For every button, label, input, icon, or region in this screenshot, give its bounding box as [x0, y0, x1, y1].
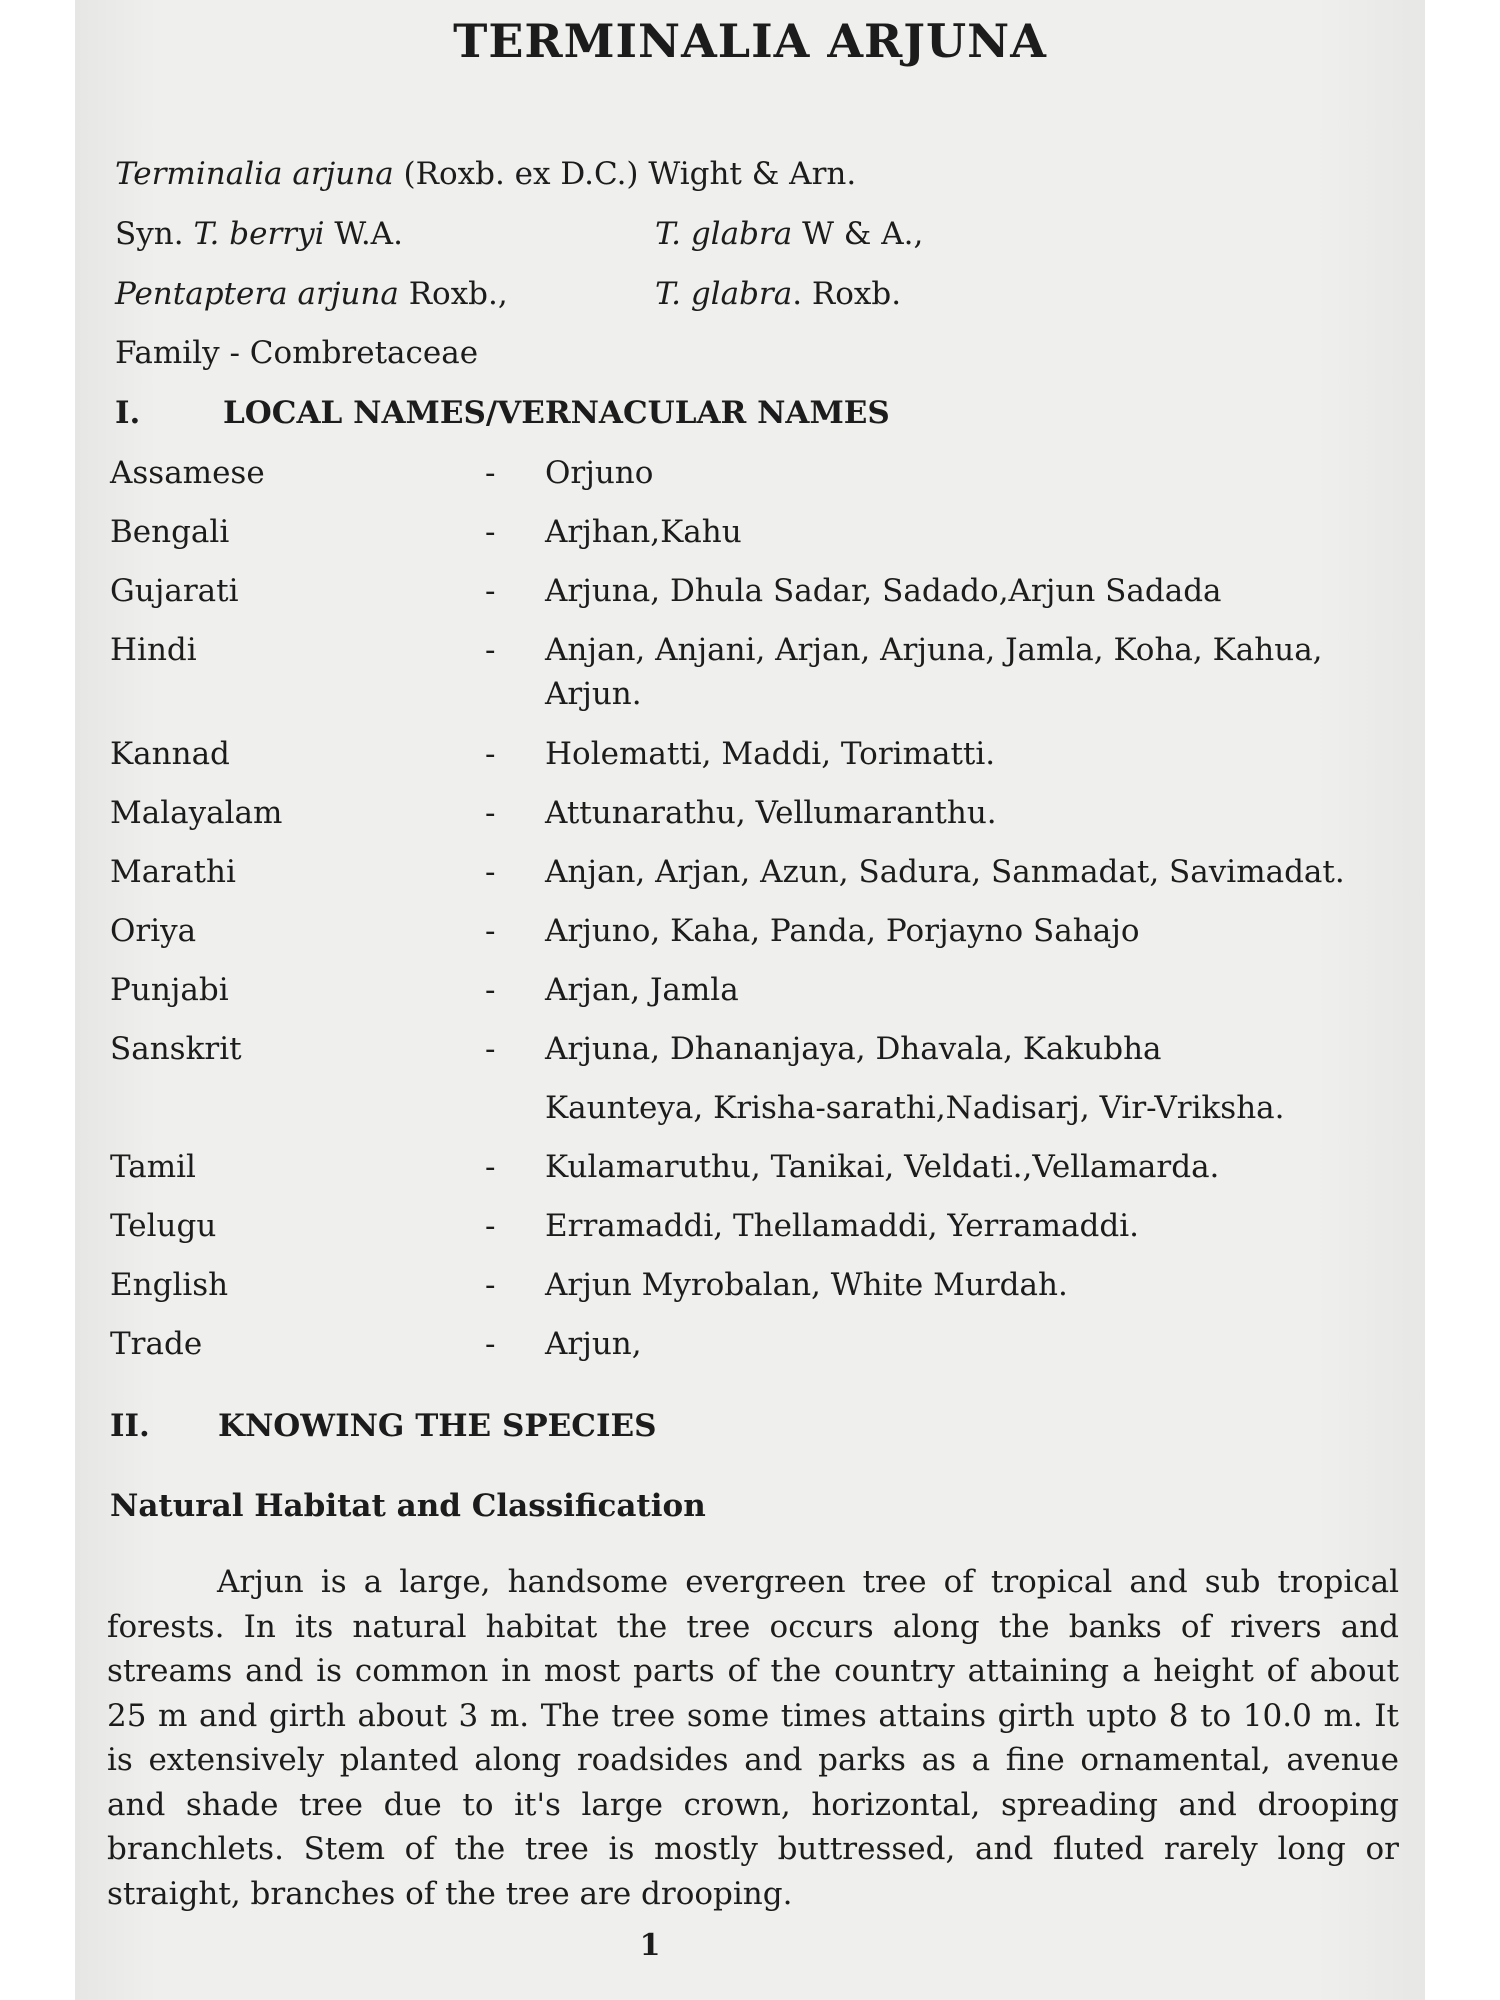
- dash: -: [485, 1267, 496, 1303]
- dash: -: [485, 1149, 496, 1185]
- dash: -: [485, 795, 496, 831]
- vernacular-value: Arjun,: [545, 1326, 642, 1362]
- vernacular-value-continued: Kaunteya, Krisha-sarathi,Nadisarj, Vir-Vriksha.: [545, 1090, 1285, 1126]
- section-2-heading: KNOWING THE SPECIES: [218, 1408, 657, 1444]
- vernacular-value: Arjhan,Kahu: [545, 514, 742, 550]
- section-2-number: II.: [110, 1408, 150, 1444]
- language-name: Oriya: [110, 913, 197, 949]
- subheading: Natural Habitat and Classification: [110, 1488, 706, 1524]
- species-name: Terminalia arjuna: [115, 156, 394, 192]
- synonym-4: [655, 276, 901, 312]
- synonym-name: T. glabra: [655, 216, 793, 252]
- vernacular-value: Attunarathu, Vellumaranthu.: [545, 795, 997, 831]
- synonym-authority: Roxb.,: [398, 276, 508, 312]
- dash: -: [485, 1326, 496, 1362]
- vernacular-value: Erramaddi, Thellamaddi, Yerramaddi.: [545, 1208, 1139, 1244]
- vernacular-value: Anjan, Arjan, Azun, Sadura, Sanmadat, Savimadat.: [545, 854, 1345, 890]
- vernacular-value: Orjuno: [545, 455, 654, 491]
- language-name: Malayalam: [110, 795, 283, 831]
- synonym-name: T. berryi: [193, 216, 325, 252]
- vernacular-value: Arjuno, Kaha, Panda, Porjayno Sahajo: [545, 913, 1140, 949]
- paragraph-text: Arjun is a large, handsome evergreen tree of tropical and sub tropical forests. In its natural habitat the tree occurs along the banks of rivers and streams and is common in most parts of the country attaining a height of about 25 m and girth about 3 m. The tree some times attains girth upto 8 to 10.0 m. It is extensively planted along roadsides and parks as a fine ornamental, avenue and shade tree due to it's large crown, horizontal, spreading and drooping branchlets. Stem of the tree is mostly buttressed, and fluted rarely long or straight, branches of the tree are drooping.: [107, 1564, 1399, 1912]
- dash: -: [485, 455, 496, 491]
- language-name: Gujarati: [110, 573, 239, 609]
- dash: -: [485, 1208, 496, 1244]
- language-name: Trade: [110, 1326, 203, 1362]
- page-title: TERMINALIA ARJUNA: [453, 14, 1047, 68]
- section-1-heading: LOCAL NAMES/VERNACULAR NAMES: [223, 395, 890, 431]
- language-name: English: [110, 1267, 229, 1303]
- language-name: Marathi: [110, 854, 236, 890]
- vernacular-value: Arjuna, Dhananjaya, Dhavala, Kakubha: [545, 1031, 1162, 1067]
- synonym-name: T. glabra: [655, 276, 793, 312]
- dash: -: [485, 972, 496, 1008]
- synonym-authority: W & A.,: [792, 216, 924, 252]
- synonym-name: Pentaptera arjuna: [115, 276, 399, 312]
- synonym-1: [115, 216, 403, 252]
- dash: -: [485, 913, 496, 949]
- language-name: Kannad: [110, 736, 230, 772]
- dash: -: [485, 1031, 496, 1067]
- dash: -: [485, 573, 496, 609]
- synonym-3: [115, 276, 508, 312]
- language-name: Telugu: [110, 1208, 217, 1244]
- dash: -: [485, 632, 496, 668]
- section-1-number: I.: [115, 395, 141, 431]
- synonym-2: [655, 216, 923, 252]
- synonym-authority: W.A.: [324, 216, 403, 252]
- dash: -: [485, 736, 496, 772]
- vernacular-value: Arjan, Jamla: [545, 972, 739, 1008]
- family-line: Family - Combretaceae: [115, 335, 479, 371]
- vernacular-value: Anjan, Anjani, Arjan, Arjuna, Jamla, Koha, Kahua,: [545, 632, 1323, 668]
- vernacular-value-continued: Arjun.: [545, 676, 642, 712]
- language-name: Punjabi: [110, 972, 229, 1008]
- language-name: Tamil: [110, 1149, 196, 1185]
- dash: -: [485, 854, 496, 890]
- syn-prefix: Syn.: [115, 216, 194, 252]
- vernacular-value: Arjun Myrobalan, White Murdah.: [545, 1267, 1068, 1303]
- botanical-name-line: [115, 156, 856, 192]
- language-name: Bengali: [110, 514, 230, 550]
- language-name: Hindi: [110, 632, 197, 668]
- language-name: Sanskrit: [110, 1031, 242, 1067]
- synonym-authority: . Roxb.: [792, 276, 902, 312]
- vernacular-value: Kulamaruthu, Tanikai, Veldati.,Vellamarda.: [545, 1149, 1220, 1185]
- vernacular-value: Holematti, Maddi, Torimatti.: [545, 736, 996, 772]
- language-name: Assamese: [110, 455, 265, 491]
- book-page: [75, 0, 1425, 2000]
- page-number: 1: [639, 1928, 661, 1963]
- vernacular-value: Arjuna, Dhula Sadar, Sadado,Arjun Sadada: [545, 573, 1222, 609]
- body-paragraph: [107, 1560, 1399, 1916]
- dash: -: [485, 514, 496, 550]
- species-authority: (Roxb. ex D.C.) Wight & Arn.: [393, 156, 857, 192]
